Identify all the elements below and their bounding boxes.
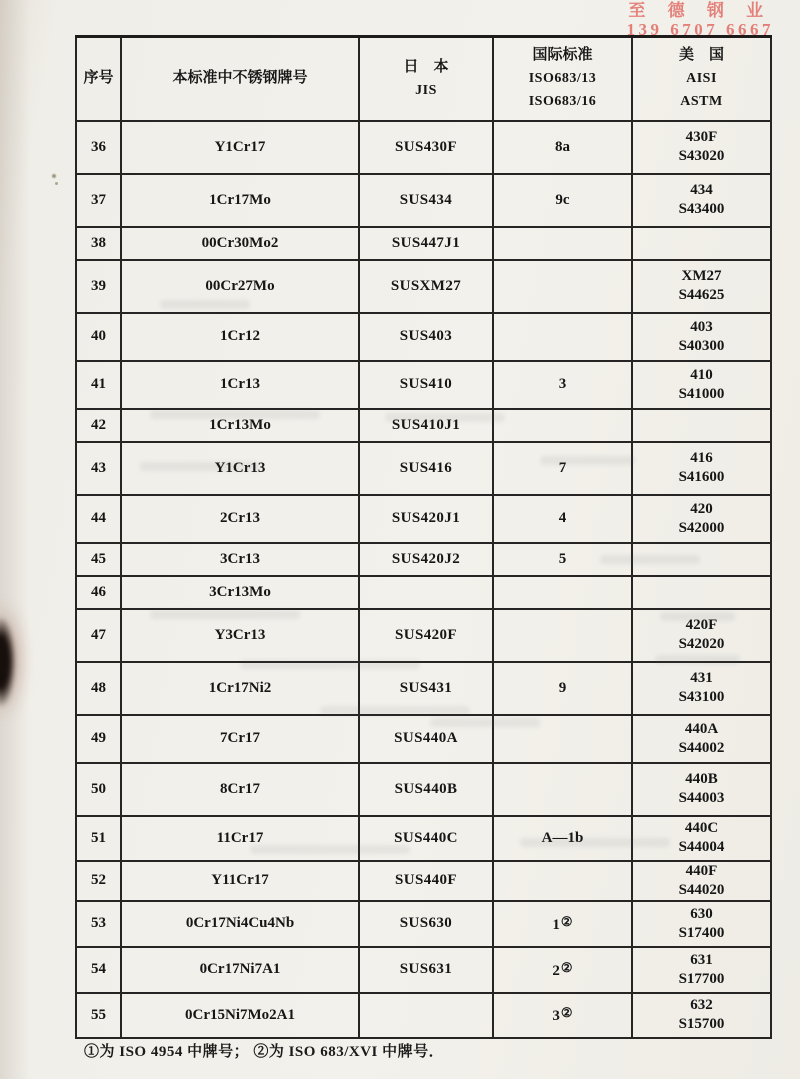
table-row — [76, 543, 771, 576]
us-aisi-value: 416 — [690, 450, 713, 466]
cell-cn-grade: 0Cr15Ni7Mo2A1 — [121, 993, 359, 1038]
us-uns-value: S44002 — [678, 739, 725, 756]
cell-cn-grade: 00Cr30Mo2 — [121, 227, 359, 260]
cell-us-grade — [632, 260, 771, 313]
us-aisi-value: 440B — [685, 771, 718, 787]
header-japan — [359, 37, 493, 121]
cell-iso-grade — [493, 409, 632, 442]
table-row — [76, 816, 771, 861]
table-row — [76, 861, 771, 901]
iso-value: 9c — [555, 191, 570, 208]
cell-jis-grade: SUS440C — [359, 816, 493, 861]
cell-cn-grade: Y1Cr17 — [121, 121, 359, 174]
cell-us-grade — [632, 361, 771, 409]
us-uns-value: S15700 — [678, 1016, 725, 1032]
cell-iso-grade — [493, 227, 632, 260]
cell-us-grade — [632, 763, 771, 816]
cell-iso-grade — [493, 174, 632, 227]
cell-serial-number: 37 — [76, 174, 121, 227]
cell-us-grade — [632, 543, 771, 576]
cell-jis-grade: SUS416 — [359, 442, 493, 495]
header-serial — [76, 37, 121, 121]
cell-serial-number: 49 — [76, 715, 121, 763]
table-row — [76, 901, 771, 947]
cell-cn-grade: 3Cr13 — [121, 543, 359, 576]
cell-serial-number: 43 — [76, 442, 121, 495]
scan-edge-shadow — [0, 0, 30, 1079]
us-aisi-value: 632 — [690, 997, 713, 1013]
cell-us-grade — [632, 715, 771, 763]
cell-us-grade — [632, 861, 771, 901]
cell-serial-number: 45 — [76, 543, 121, 576]
cell-jis-grade: SUS447J1 — [359, 227, 493, 260]
iso-value: 5 — [558, 550, 567, 567]
table-row — [76, 609, 771, 662]
table-row — [76, 576, 771, 609]
table-row — [76, 947, 771, 993]
header-serial-label: 序号 — [83, 70, 114, 87]
cell-serial-number: 38 — [76, 227, 121, 260]
cell-cn-grade: 1Cr17Mo — [121, 174, 359, 227]
us-uns-value: S17700 — [678, 970, 725, 987]
cell-jis-grade: SUS403 — [359, 313, 493, 361]
us-aisi-value: 630 — [690, 905, 713, 922]
table-row — [76, 121, 771, 174]
cell-us-grade — [632, 495, 771, 543]
cell-iso-grade — [493, 662, 632, 715]
cell-iso-grade — [493, 947, 632, 993]
cell-iso-grade — [493, 861, 632, 901]
cell-cn-grade: Y11Cr17 — [121, 861, 359, 901]
iso-value: 4 — [558, 510, 567, 526]
us-aisi-value: 631 — [690, 951, 713, 968]
table-row — [76, 361, 771, 409]
iso-footnote-mark: ② — [560, 1005, 573, 1020]
cell-serial-number: 36 — [76, 121, 121, 174]
iso-footnote-mark: ② — [560, 959, 573, 975]
cell-us-grade — [632, 947, 771, 993]
header-iso-683-13: ISO683/13 — [528, 71, 597, 87]
table-row — [76, 662, 771, 715]
header-iso — [493, 37, 632, 121]
cell-cn-grade: 11Cr17 — [121, 816, 359, 861]
cell-jis-grade — [359, 993, 493, 1038]
cell-us-grade — [632, 442, 771, 495]
iso-value: 2 — [552, 962, 560, 979]
cell-cn-grade: 1Cr13Mo — [121, 409, 359, 442]
cell-jis-grade: SUS434 — [359, 174, 493, 227]
cell-iso-grade — [493, 763, 632, 816]
us-aisi-value: 431 — [690, 670, 713, 686]
us-uns-value: S44003 — [678, 790, 725, 806]
iso-footnote-mark: ② — [560, 913, 573, 929]
table-row — [76, 409, 771, 442]
cell-us-grade — [632, 576, 771, 609]
cell-serial-number: 41 — [76, 361, 121, 409]
cell-serial-number: 55 — [76, 993, 121, 1038]
red-watermark — [627, 2, 775, 38]
table-row — [76, 715, 771, 763]
iso-value: 3 — [552, 1008, 560, 1024]
cell-iso-grade — [493, 609, 632, 662]
cell-us-grade — [632, 816, 771, 861]
cell-cn-grade: 7Cr17 — [121, 715, 359, 763]
us-aisi-value: 440C — [684, 820, 719, 836]
table-row — [76, 763, 771, 816]
cell-us-grade — [632, 121, 771, 174]
us-aisi-value: 434 — [690, 182, 713, 198]
us-aisi-value: 420 — [690, 500, 713, 517]
iso-value: 7 — [558, 459, 567, 476]
cell-cn-grade: 00Cr27Mo — [121, 260, 359, 313]
cell-cn-grade: 1Cr13 — [121, 361, 359, 409]
cell-cn-grade: 0Cr17Ni7A1 — [121, 947, 359, 993]
us-uns-value: S43100 — [678, 689, 725, 705]
iso-value: 8a — [555, 138, 570, 155]
us-uns-value: S44020 — [678, 881, 725, 898]
us-aisi-value: 430F — [685, 129, 718, 145]
cell-cn-grade: 3Cr13Mo — [121, 576, 359, 609]
iso-value: 3 — [558, 376, 567, 392]
cell-iso-grade — [493, 576, 632, 609]
cell-serial-number: 44 — [76, 495, 121, 543]
iso-value: 9 — [558, 679, 567, 696]
cell-iso-grade — [493, 816, 632, 861]
cell-us-grade — [632, 609, 771, 662]
cell-serial-number: 47 — [76, 609, 121, 662]
header-iso-683-16: ISO683/16 — [528, 94, 597, 110]
table-header-row — [76, 37, 771, 121]
cell-cn-grade: 0Cr17Ni4Cu4Nb — [121, 901, 359, 947]
cell-jis-grade: SUS410 — [359, 361, 493, 409]
us-uns-value: S44004 — [678, 839, 725, 855]
header-iso-title: 国际标准 — [532, 47, 593, 64]
scan-artifact — [55, 182, 58, 185]
watermark-phone-number: 139 6707 6667 — [626, 20, 774, 39]
table-row — [76, 442, 771, 495]
header-usa-astm: ASTM — [680, 94, 723, 110]
cell-us-grade — [632, 662, 771, 715]
us-aisi-value: XM27 — [681, 268, 722, 284]
us-uns-value: S44625 — [678, 287, 725, 303]
header-usa — [632, 37, 771, 121]
cell-serial-number: 40 — [76, 313, 121, 361]
cell-us-grade — [632, 174, 771, 227]
cell-iso-grade — [493, 361, 632, 409]
cell-iso-grade — [493, 993, 632, 1038]
table-row — [76, 993, 771, 1038]
cell-jis-grade: SUSXM27 — [359, 260, 493, 313]
cell-jis-grade: SUS440B — [359, 763, 493, 816]
us-uns-value: S43020 — [678, 148, 725, 164]
cell-cn-grade: 1Cr17Ni2 — [121, 662, 359, 715]
header-japan-jis: JIS — [415, 82, 437, 98]
cell-jis-grade: SUS430F — [359, 121, 493, 174]
us-uns-value: S43400 — [678, 201, 725, 217]
header-grade-label: 本标准中不锈钢牌号 — [172, 70, 308, 87]
cell-serial-number: 46 — [76, 576, 121, 609]
cell-cn-grade: 2Cr13 — [121, 495, 359, 543]
us-uns-value: S41600 — [678, 469, 725, 485]
cell-iso-grade — [493, 260, 632, 313]
header-usa-title: 美 国 — [678, 47, 724, 64]
cell-serial-number: 54 — [76, 947, 121, 993]
cell-iso-grade — [493, 901, 632, 947]
us-aisi-value: 403 — [690, 318, 713, 335]
cell-jis-grade: SUS440F — [359, 861, 493, 901]
cell-jis-grade: SUS420J1 — [359, 495, 493, 543]
us-uns-value: S42020 — [678, 636, 725, 652]
us-uns-value: S17400 — [678, 924, 725, 941]
cell-us-grade — [632, 993, 771, 1038]
cell-jis-grade: SUS440A — [359, 715, 493, 763]
cell-iso-grade — [493, 121, 632, 174]
cell-serial-number: 50 — [76, 763, 121, 816]
watermark-company-name: 至 德 钢 业 — [628, 1, 773, 20]
header-japan-title: 日 本 — [403, 58, 449, 75]
cell-jis-grade: SUS431 — [359, 662, 493, 715]
cell-us-grade — [632, 227, 771, 260]
cell-jis-grade: SUS410J1 — [359, 409, 493, 442]
cell-us-grade — [632, 901, 771, 947]
cell-serial-number: 52 — [76, 861, 121, 901]
us-aisi-value: 440F — [685, 862, 718, 879]
table-body — [76, 121, 771, 1038]
us-aisi-value: 410 — [690, 366, 713, 383]
cell-us-grade — [632, 313, 771, 361]
cell-serial-number: 53 — [76, 901, 121, 947]
table-row — [76, 495, 771, 543]
table-row — [76, 313, 771, 361]
cell-jis-grade: SUS631 — [359, 947, 493, 993]
table-row — [76, 174, 771, 227]
cell-iso-grade — [493, 715, 632, 763]
cell-cn-grade: 1Cr12 — [121, 313, 359, 361]
cell-iso-grade — [493, 442, 632, 495]
cell-cn-grade: Y3Cr13 — [121, 609, 359, 662]
cell-jis-grade: SUS630 — [359, 901, 493, 947]
scan-artifact — [52, 174, 56, 178]
steel-grade-comparison-table — [75, 35, 772, 1039]
cell-serial-number: 51 — [76, 816, 121, 861]
cell-iso-grade — [493, 543, 632, 576]
us-uns-value: S40300 — [678, 337, 725, 354]
iso-value: A—1b — [541, 829, 584, 846]
cell-cn-grade: Y1Cr13 — [121, 442, 359, 495]
cell-cn-grade: 8Cr17 — [121, 763, 359, 816]
cell-jis-grade: SUS420J2 — [359, 543, 493, 576]
cell-serial-number: 39 — [76, 260, 121, 313]
cell-serial-number: 42 — [76, 409, 121, 442]
table-row — [76, 227, 771, 260]
iso-value: 1 — [552, 916, 560, 933]
cell-us-grade — [632, 409, 771, 442]
cell-iso-grade — [493, 313, 632, 361]
us-uns-value: S41000 — [678, 385, 725, 402]
us-aisi-value: 440A — [684, 720, 719, 737]
table-row — [76, 260, 771, 313]
footnote: ①为 ISO 4954 中牌号； ②为 ISO 683/XVI 中牌号． — [84, 1044, 445, 1060]
us-aisi-value: 420F — [685, 617, 718, 633]
cell-jis-grade: SUS420F — [359, 609, 493, 662]
us-uns-value: S42000 — [678, 519, 725, 536]
cell-jis-grade — [359, 576, 493, 609]
header-grade — [121, 37, 359, 121]
cell-serial-number: 48 — [76, 662, 121, 715]
cell-iso-grade — [493, 495, 632, 543]
header-usa-aisi: AISI — [686, 71, 717, 87]
